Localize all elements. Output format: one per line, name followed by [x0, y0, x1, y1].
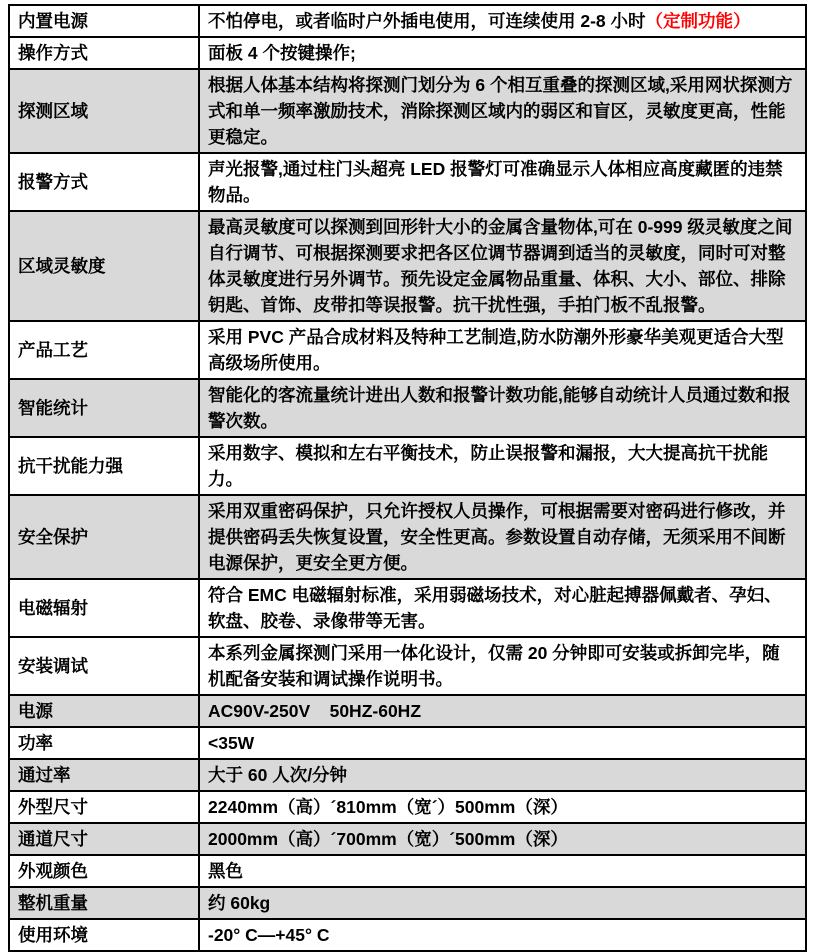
- spec-value-text: 声光报警,通过柱门头超亮 LED 报警灯可准确显示人体相应高度藏匿的违禁物品。: [208, 159, 783, 205]
- spec-value-text: 约 60kg: [208, 893, 271, 913]
- spec-label: 探测区域: [9, 69, 199, 153]
- spec-value: [199, 495, 806, 579]
- spec-label: 内置电源: [9, 5, 199, 37]
- spec-value-text: <35W: [208, 733, 255, 753]
- spec-value-text: 根据人体基本结构将探测门划分为 6 个相互重叠的探测区域,采用网状探测方式和单一频率激励技术，消除探测区域内的弱区和盲区，灵敏度更高，性能更稳定。: [208, 75, 793, 147]
- spec-label: 产品工艺: [9, 321, 199, 379]
- spec-value-text: 采用 PVC 产品合成材料及特种工艺制造,防水防潮外形豪华美观更适合大型高级场所使用。: [208, 327, 784, 373]
- spec-label: 电源: [9, 695, 199, 727]
- spec-value: [199, 69, 806, 153]
- table-row: [9, 823, 806, 855]
- spec-value-text: 面板 4 个按键操作;: [208, 43, 356, 63]
- spec-value: [199, 823, 806, 855]
- spec-value: [199, 727, 806, 759]
- spec-label: 功率: [9, 727, 199, 759]
- spec-value-text: 采用数字、模拟和左右平衡技术，防止误报警和漏报，大大提高抗干扰能力。: [208, 443, 768, 489]
- spec-value-text: 采用双重密码保护，只允许授权人员操作，可根据需要对密码进行修改，并提供密码丢失恢复设置，安全性更高。参数设置自动存储，无须采用不间断电源保护，更安全更方便。: [208, 501, 786, 573]
- spec-value-text: 本系列金属探测门采用一体化设计，仅需 20 分钟即可安装或拆卸完毕，随机配备安装和调试操作说明书。: [208, 643, 780, 689]
- spec-label: 操作方式: [9, 37, 199, 69]
- spec-table-body: [9, 5, 806, 951]
- spec-value-text: 2240mm（高）´810mm（宽´）500mm（深）: [208, 797, 568, 817]
- spec-value-text: AC90V-250V 50HZ-60HZ: [208, 701, 422, 721]
- table-row: [9, 637, 806, 695]
- spec-value: [199, 637, 806, 695]
- spec-value-text: 智能化的客流量统计进出人数和报警计数功能,能够自动统计人员通过数和报警次数。: [208, 385, 791, 431]
- spec-label: 使用环境: [9, 919, 199, 951]
- table-row: [9, 37, 806, 69]
- spec-label: 安全保护: [9, 495, 199, 579]
- table-row: [9, 855, 806, 887]
- spec-label: 通过率: [9, 759, 199, 791]
- table-row: [9, 321, 806, 379]
- spec-value: [199, 579, 806, 637]
- spec-label: 外型尺寸: [9, 791, 199, 823]
- table-row: [9, 379, 806, 437]
- spec-value: [199, 855, 806, 887]
- table-row: [9, 437, 806, 495]
- spec-value-text: 不怕停电，或者临时户外插电使用，可连续使用 2-8 小时: [208, 11, 646, 31]
- table-row: [9, 69, 806, 153]
- spec-label: 区域灵敏度: [9, 211, 199, 321]
- spec-value: [199, 887, 806, 919]
- spec-value-text: 黑色: [208, 861, 243, 881]
- spec-label: 电磁辐射: [9, 579, 199, 637]
- spec-value: [199, 153, 806, 211]
- spec-label: 整机重量: [9, 887, 199, 919]
- table-row: [9, 5, 806, 37]
- spec-value: [199, 759, 806, 791]
- spec-value: [199, 695, 806, 727]
- table-row: [9, 791, 806, 823]
- table-row: [9, 211, 806, 321]
- table-row: [9, 759, 806, 791]
- spec-label: 通道尺寸: [9, 823, 199, 855]
- table-row: [9, 153, 806, 211]
- spec-value-text: 符合 EMC 电磁辐射标准，采用弱磁场技术，对心脏起搏器佩戴者、孕妇、软盘、胶卷、录像带等无害。: [208, 585, 782, 631]
- spec-value-text: -20° C—+45° C: [208, 925, 330, 945]
- spec-value: [199, 321, 806, 379]
- spec-value: [199, 919, 806, 951]
- spec-label: 抗干扰能力强: [9, 437, 199, 495]
- spec-value: [199, 37, 806, 69]
- spec-sheet: [8, 4, 807, 952]
- table-row: [9, 579, 806, 637]
- spec-value-text: 最高灵敏度可以探测到回形针大小的金属含量物体,可在 0-999 级灵敏度之间自行调节、可根据探测要求把各区位调节器调到适当的灵敏度，同时可对整体灵敏度进行另外调节。预先设定金属物品重量、体积、大小、部位、排除钥匙、首饰、皮带扣等误报警。抗干扰性强，手拍门板不乱报警。: [208, 217, 793, 315]
- spec-label: 安装调试: [9, 637, 199, 695]
- spec-value: [199, 379, 806, 437]
- table-row: [9, 887, 806, 919]
- spec-value-text: 大于 60 人次/分钟: [208, 765, 348, 785]
- table-row: [9, 495, 806, 579]
- table-row: [9, 919, 806, 951]
- spec-value: [199, 791, 806, 823]
- spec-value-highlight: （定制功能）: [645, 11, 751, 31]
- spec-value: [199, 211, 806, 321]
- spec-label: 智能统计: [9, 379, 199, 437]
- spec-table: [8, 4, 807, 952]
- spec-label: 报警方式: [9, 153, 199, 211]
- table-row: [9, 727, 806, 759]
- spec-value: [199, 5, 806, 37]
- table-row: [9, 695, 806, 727]
- spec-label: 外观颜色: [9, 855, 199, 887]
- spec-value: [199, 437, 806, 495]
- spec-value-text: 2000mm（高）´700mm（宽）´500mm（深）: [208, 829, 568, 849]
